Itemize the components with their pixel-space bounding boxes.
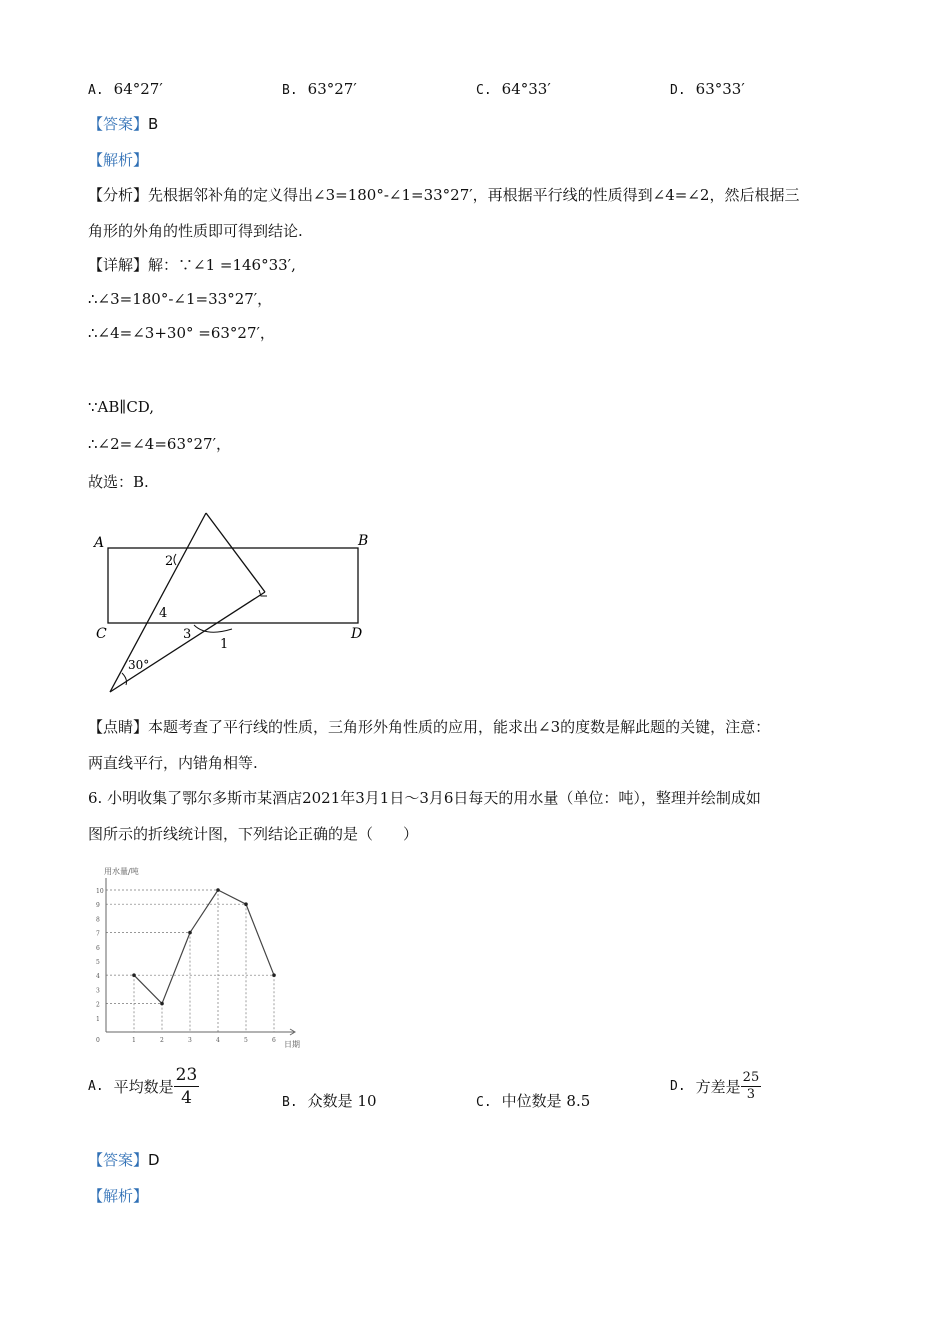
q5-comment-line1: 【点睛】本题考查了平行线的性质，三角形外角性质的应用，能求出∠3的度数是解此题的关键，注意： [88, 718, 771, 736]
q5-option-b: B. 63°27′ [282, 80, 357, 98]
chart-ytick-label: 6 [96, 944, 100, 952]
point-d-label: D [351, 626, 363, 642]
chart-xtick-label: 3 [188, 1037, 192, 1044]
angle-30-label: 30° [128, 658, 150, 672]
chart-ytick-label: 9 [96, 902, 100, 910]
chart-ylabel: 用水量/吨 [104, 867, 139, 876]
chart-ytick-label: 10 [96, 888, 104, 895]
q5-comment-line2: 两直线平行，内错角相等. [88, 754, 258, 772]
chart-xtick-label: 0 [96, 1037, 100, 1044]
chart-xtick-label: 1 [132, 1037, 136, 1044]
chart-ytick-label: 4 [96, 973, 100, 981]
chart-point [160, 1002, 164, 1006]
q5-answer: 【答案】B [88, 115, 159, 133]
geometry-figure [88, 505, 388, 700]
chart-xlabel: 日期 [284, 1040, 300, 1049]
chart-ytick-label: 8 [96, 916, 100, 924]
q6-option-a-fraction: $\frac{23}{4}$ [175, 1065, 198, 1108]
q5-solution-line5: ∴∠2=∠4=63°27′， [88, 435, 231, 453]
water-usage-line-chart [88, 862, 308, 1052]
q5-solution-line6: 故选：B. [88, 473, 149, 491]
q5-jiexi-tag: 【解析】 [88, 151, 149, 169]
chart-ytick-label: 5 [96, 959, 100, 966]
chart-ytick-label: 7 [96, 930, 100, 938]
chart-ytick-label: 2 [96, 1001, 100, 1009]
angle-2-arc [174, 554, 176, 565]
q6-option-d-fraction: $\frac{25}{3}$ [742, 1070, 760, 1102]
triangle-side-left [110, 513, 206, 692]
q5-solution-line3: ∴∠4=∠3+30° =63°27′， [88, 324, 275, 342]
angle-3-label: 3 [183, 627, 192, 642]
q6-stem-line2: 图所示的折线统计图，下列结论正确的是（ ） [88, 825, 419, 843]
chart-xtick-label: 6 [272, 1037, 276, 1044]
q6-answer: 【答案】D [88, 1151, 160, 1169]
triangle-side-right [206, 513, 265, 592]
chart-xtick-label: 2 [160, 1037, 164, 1044]
q6-jiexi-tag: 【解析】 [88, 1187, 149, 1205]
chart-point [272, 973, 276, 977]
chart-ytick-label: 3 [96, 987, 100, 995]
angle-4-label: 4 [159, 606, 168, 621]
chart-xtick-label: 4 [216, 1037, 220, 1044]
chart-ytick-label: 1 [96, 1015, 100, 1023]
q5-solution-line1: 【详解】解：∵∠1 =146°33′, [88, 256, 296, 274]
q6-option-d: D. 方差是 $\frac{25}{3}$ [670, 1070, 760, 1102]
angle-1-label: 1 [220, 637, 229, 652]
chart-point [132, 973, 136, 977]
q6-stem-line1: 6. 小明收集了鄂尔多斯市某酒店2021年3月1日～3月6日每天的用水量（单位：吨），整理并绘制成如 [88, 789, 761, 807]
q5-option-c: C. 64°33′ [476, 80, 551, 98]
angle-2-label: 2 [165, 554, 174, 569]
triangle-side-bottom [110, 592, 265, 692]
q6-option-c: C. 中位数是 8.5 [476, 1092, 591, 1110]
chart-series-line [134, 890, 274, 1004]
q5-option-d: D. 63°33′ [670, 80, 745, 98]
chart-point [216, 888, 220, 892]
q5-solution-line4: ∵AB∥CD, [88, 398, 155, 416]
q5-analysis-line2: 角形的外角的性质即可得到结论. [88, 222, 303, 240]
q5-option-a: A. 64°27′ [88, 80, 163, 98]
chart-point [188, 931, 192, 935]
point-a-label: A [94, 535, 105, 551]
q6-option-a: A. 平均数是 $\frac{23}{4}$ [88, 1065, 198, 1108]
q6-option-b: B. 众数是 10 [282, 1092, 377, 1110]
point-c-label: C [96, 626, 107, 642]
q5-solution-line2: ∴∠3=180°-∠1=33°27′， [88, 290, 273, 308]
point-b-label: B [358, 533, 369, 549]
q5-analysis-line1: 【分析】先根据邻补角的定义得出∠3=180°-∠1=33°27′，再根据平行线的性质得到∠4=∠2，然后根据三 [88, 186, 800, 204]
chart-point [244, 902, 248, 906]
parallel-lines-rect [108, 548, 358, 623]
chart-xtick-label: 5 [244, 1037, 248, 1044]
